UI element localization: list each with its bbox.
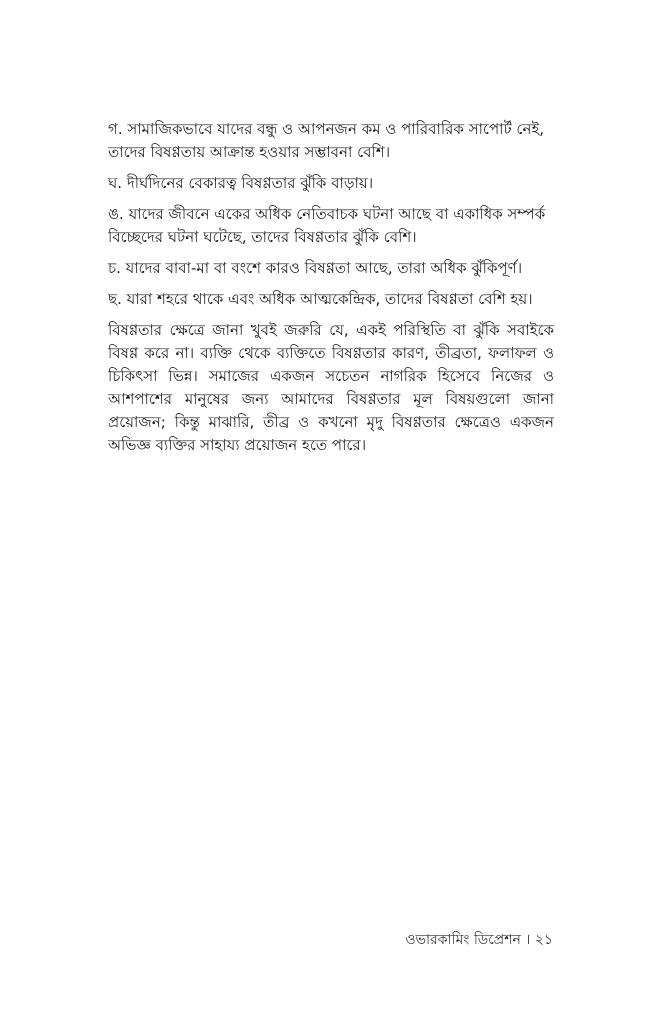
list-marker: ঘ. xyxy=(108,174,123,192)
list-item-cha xyxy=(108,288,554,311)
list-text: যারা শহরে থাকে এবং অধিক আত্মকেন্দ্রিক, তাদের বিষণ্ণতা বেশি হয়। xyxy=(126,290,533,308)
list-item-unga xyxy=(108,203,554,249)
list-text: দীর্ঘদিনের বেকারত্ব বিষণ্ণতার ঝুঁকি বাড়ায়। xyxy=(126,174,374,192)
running-title: ওভারকামিং ডিপ্রেশন xyxy=(405,932,521,948)
list-marker: চ. xyxy=(108,259,121,277)
page-body xyxy=(108,118,554,457)
list-item-gha xyxy=(108,172,554,195)
body-paragraph: বিষণ্ণতার ক্ষেত্রে জানা খুবই জরুরি যে, একই পরিস্থিতি বা ঝুঁকি সবাইকে বিষণ্ণ করে না। ব্যক্তি থেকে ব্যক্তিতে বিষণ্ণতার কারণ, তীব্রতা, ফলাফল ও চিকিৎসা ভিন্ন। সমাজের একজন সচেতন নাগরিক হিসেবে নিজের ও আশপাশের মানুষের জন্য আমাদের বিষণ্ণতার মূল বিষয়গুলো জানা প্রয়োজন; কিন্তু মাঝারি, তীব্র ও কখনো মৃদু বিষণ্ণতার ক্ষেত্রেও একজন অভিজ্ঞ ব্যক্তির সাহায্য প্রয়োজন হতে পারে। xyxy=(108,321,554,454)
list-item-ga xyxy=(108,118,554,164)
list-item-ca xyxy=(108,257,554,280)
list-text: সামাজিকভাবে যাদের বন্ধু ও আপনজন কম ও পারিবারিক সাপোর্ট নেই, তাদের বিষণ্ণতায় আক্রান্ত হওয়ার সম্ভাবনা বেশি। xyxy=(108,120,545,161)
list-marker: গ. xyxy=(108,120,123,138)
list-marker: ঙ. xyxy=(108,205,124,223)
page-number: ২১ xyxy=(534,932,553,948)
page-footer xyxy=(405,928,553,952)
list-marker: ছ. xyxy=(108,290,122,308)
footer-separator: । xyxy=(525,932,531,948)
list-text: যাদের বাবা-মা বা বংশে কারও বিষণ্ণতা আছে, তারা অধিক ঝুঁকিপূর্ণ। xyxy=(125,259,523,277)
list-text: যাদের জীবনে একের অধিক নেতিবাচক ঘটনা আছে বা একাধিক সম্পর্ক বিচ্ছেদের ঘটনা ঘটেছে, তাদের বিষণ্ণতার ঝুঁকি বেশি। xyxy=(108,205,546,246)
